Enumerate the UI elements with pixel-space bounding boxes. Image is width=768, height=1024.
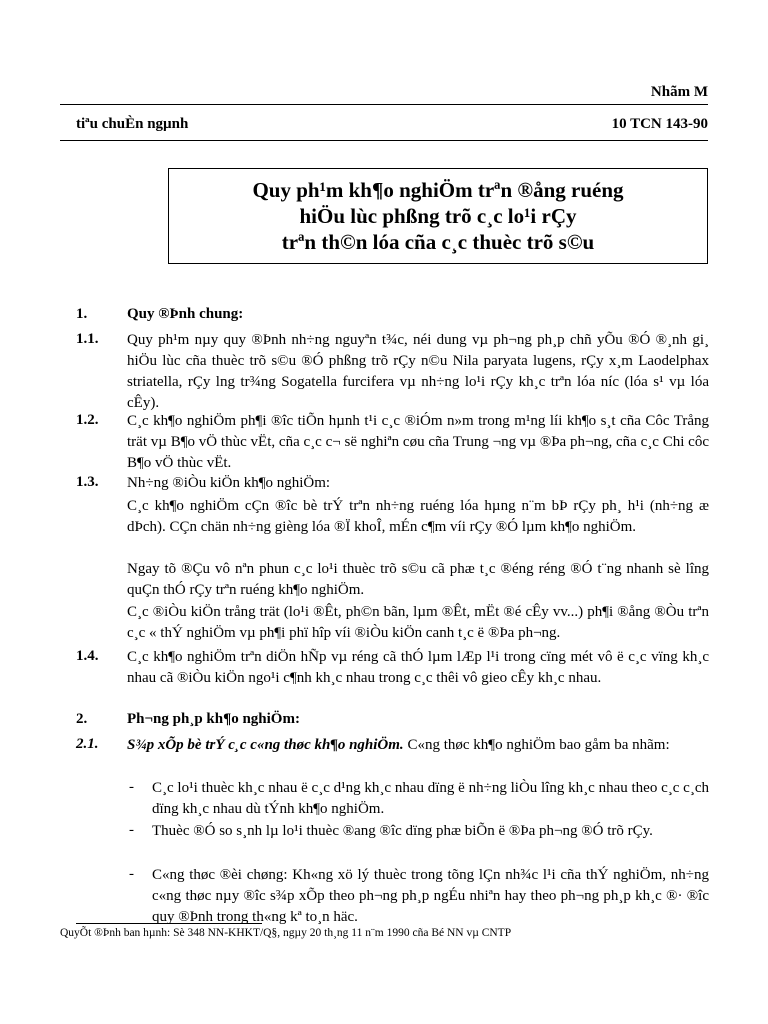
- clause-2-1-number: 2.1.: [76, 736, 99, 752]
- header-top-rule: [60, 104, 708, 105]
- clause-1-3-sub-1: C¸c kh¶o nghiÖm cÇn ®îc bè trÝ trªn nh÷ng ruéng lóa hµng n¨m bÞ rÇy ph¸ h¹i (nh÷ng æ dÞch). CÇn chän nh÷ng gièng lóa ®Ï khoÎ, mÉn c¶m víi rÇy ®Ó lµm kh¶o nghiÖm.: [127, 498, 709, 535]
- clause-1-2-text: C¸c kh¶o nghiÖm ph¶i ®îc tiÕn hµnh t¹i c¸c ®iÓm n»m trong m¹ng líi kh¶o s¸t cña Côc Trång trät vµ B¶o vÖ thùc vËt, cña c¸c c¬ së nghiªn cøu cña Trung ¬ng vµ ®Þa ph¬ng, cña c¸c Chi côc B¶o vÖ thùc vËt.: [127, 413, 709, 471]
- clause-1-3-text: Nh÷ng ®iÒu kiÖn kh¶o nghiÖm:: [127, 475, 331, 491]
- bullet-dash-2: -: [129, 822, 134, 838]
- clause-1-1-text: Quy ph¹m nµy quy ®Þnh nh÷ng nguyªn t¾c, néi dung vµ ph¬ng ph¸p chñ yÕu ®Ó ®¸nh gi¸ hiÖu lùc cña thuèc trõ s©u ®Ó phßng trõ rÇy n©u Nila paryata lugens, rÇy x¸m Laodelphax striatella, rÇy lng tr¾ng Sogatella furcifera vµ nh÷ng lo¹i rÇy kh¸c trªn lóa níc (lóa s¹ vµ lóa cÊy).: [127, 332, 709, 411]
- bullet-dash-3: -: [129, 866, 134, 882]
- title-line-1: Quy ph¹m kh¶o nghiÖm trªn ®ång ruéng: [252, 178, 624, 202]
- footnote-rule: [76, 923, 262, 924]
- clause-1-3-number: 1.3.: [76, 474, 99, 490]
- clause-1-1-number: 1.1.: [76, 331, 99, 347]
- section-1-number: 1.: [76, 306, 88, 322]
- bullet-item-3: C«ng thøc ®èi chøng: Kh«ng xö lý thuèc trong tõng lÇn nh¾c l¹i cña thÝ nghiÖm, nh÷ng c«ng thøc nµy ®îc s¾p xÕp theo ph¬ng ph¸p ngÉu nhiªn hay theo ph¬ng ph¸p kh¸c ®· ®îc quy ®Þnh trong th«ng kª to¸n häc.: [152, 867, 709, 925]
- footnote: QuyÕt ®Þnh ban hµnh: Sè 348 NN-KHKT/Q§, ngµy 20 th¸ng 11 n¨m 1990 cña Bé NN vµ CNTP: [60, 927, 512, 939]
- standard-type-label: tiªu chuÈn ngµnh: [76, 116, 189, 132]
- clause-1-2-number: 1.2.: [76, 412, 99, 428]
- bullet-item-1: C¸c lo¹i thuèc kh¸c nhau ë c¸c d¹ng kh¸c nhau dïng ë nh÷ng liÒu lîng kh¸c nhau theo c¸c c¸ch dïng kh¸c nhau dù tÝnh kh¶o nghiÖm.: [152, 780, 709, 817]
- clause-1-4-number: 1.4.: [76, 648, 99, 664]
- bullet-item-2: Thuèc ®Ó so s¸nh lµ lo¹i thuèc ®ang ®îc dïng phæ biÕn ë ®Þa ph¬ng ®Ó trõ rÇy.: [152, 823, 653, 839]
- clause-2-1-lead: S¾p xÕp bè trÝ c¸c c«ng thøc kh¶o nghiÖm.: [127, 737, 404, 753]
- clause-2-1-text: [127, 735, 709, 756]
- header-bottom-rule: [60, 140, 708, 141]
- title-line-3: trªn th©n lóa cña c¸c thuèc trõ s©u: [281, 230, 595, 254]
- clause-2-1-body: C«ng thøc kh¶o nghiÖm bao gåm ba nhãm:: [403, 737, 670, 753]
- clause-1-3-sub-2: Ngay tõ ®Çu vô nªn phun c¸c lo¹i thuèc trõ s©u cã phæ t¸c ®éng réng ®Ó t¨ng nhanh sè lîng quÇn thÓ rÇy trªn ruéng kh¶o nghiÖm.: [127, 561, 709, 598]
- standard-code: 10 TCN 143-90: [611, 116, 708, 132]
- clause-1-3-sub-3: C¸c ®iÒu kiÖn trång trät (lo¹i ®Êt, ph©n bãn, lµm ®Êt, mËt ®é cÊy vv...) ph¶i ®ång ®Òu trªn c¸c « thÝ nghiÖm vµ ph¶i phï hîp víi ®iÒu kiÖn canh t¸c ë ®Þa ph¬ng.: [127, 604, 709, 641]
- title-line-2: hiÖu lùc phßng trõ c¸c lo¹i rÇy: [299, 204, 577, 228]
- section-2-heading: Ph¬ng ph¸p kh¶o nghiÖm:: [127, 711, 300, 727]
- clause-1-4-text: C¸c kh¶o nghiÖm trªn diÖn hÑp vµ réng cã thÓ lµm lÆp l¹i trong cïng mét vô ë c¸c vïng kh¸c nhau cã ®iÒu kiÖn ngo¹i c¶nh kh¸c nhau trong c¸c thêi vô gieo cÊy kh¸c nhau.: [127, 649, 709, 686]
- bullet-dash-1: -: [129, 779, 134, 795]
- section-1-heading: Quy ®Þnh chung:: [127, 306, 244, 322]
- section-2-number: 2.: [76, 711, 88, 727]
- title-box: [168, 168, 708, 264]
- group-label: Nhãm M: [650, 84, 708, 100]
